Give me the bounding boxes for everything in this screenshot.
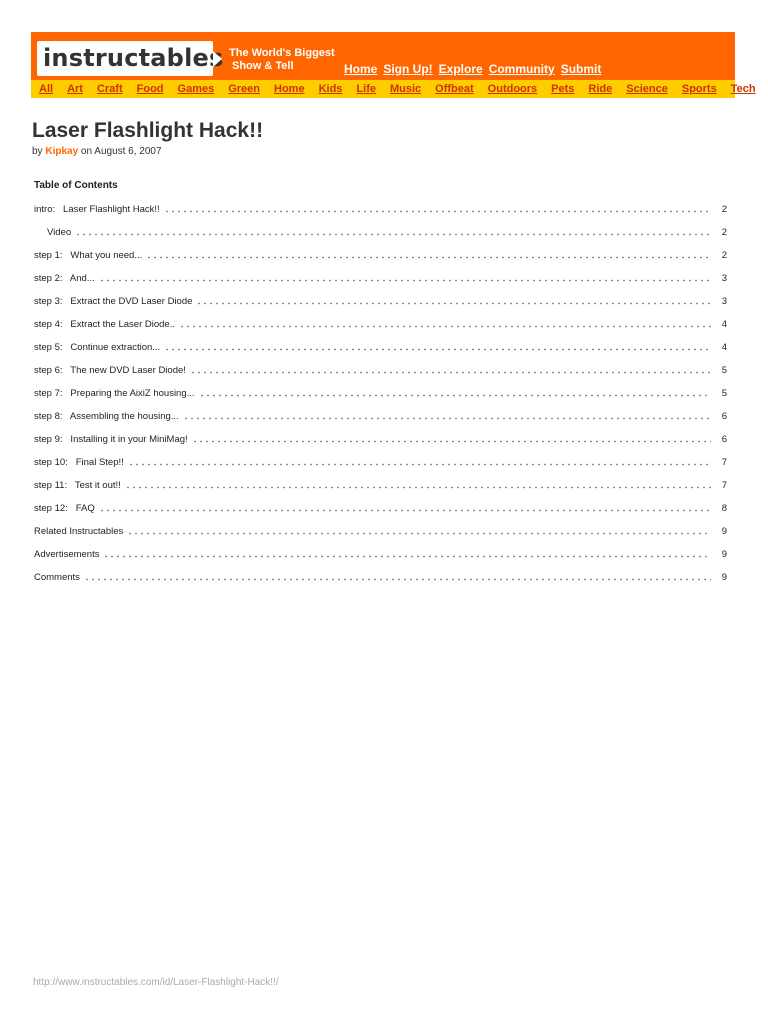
- toc-heading: Table of Contents: [34, 180, 118, 191]
- nav-community[interactable]: Community: [488, 62, 555, 76]
- page-title: Laser Flashlight Hack!!: [32, 119, 264, 142]
- toc-entry[interactable]: [34, 411, 727, 434]
- toc-entry[interactable]: [34, 388, 727, 411]
- toc-entry-page: 5: [721, 388, 727, 399]
- toc-entry[interactable]: [34, 342, 727, 365]
- toc-dot-leader: [99, 504, 711, 513]
- toc-entry-label: step 10: Final Step!!: [34, 457, 128, 469]
- toc-entry[interactable]: [34, 457, 727, 480]
- toc-entry[interactable]: [34, 365, 727, 388]
- toc-entry-label: step 4: Extract the Laser Diode..: [34, 319, 179, 331]
- toc-dot-leader: [75, 228, 711, 237]
- logo[interactable]: [37, 41, 224, 76]
- category-outdoors[interactable]: Outdoors: [487, 83, 538, 95]
- toc-entry-label: Comments: [34, 572, 84, 584]
- toc-entry-label: Video: [34, 227, 75, 239]
- toc-entry[interactable]: [34, 273, 727, 296]
- toc-entry-label: Related Instructables: [34, 526, 127, 538]
- toc-dot-leader: [199, 389, 711, 398]
- logo-text: instructables: [43, 44, 224, 72]
- category-games[interactable]: Games: [177, 83, 215, 95]
- category-pets[interactable]: Pets: [551, 83, 575, 95]
- toc-entry-page: 4: [721, 342, 727, 353]
- toc-entry-page: 2: [721, 204, 727, 215]
- toc-entry[interactable]: [34, 319, 727, 342]
- category-science[interactable]: Science: [626, 83, 668, 95]
- toc-entry-page: 8: [721, 503, 727, 514]
- category-ride[interactable]: Ride: [588, 83, 613, 95]
- byline: [32, 146, 162, 157]
- toc-entry-page: 7: [721, 480, 727, 491]
- toc-entry-label: step 11: Test it out!!: [34, 480, 125, 492]
- category-art[interactable]: Art: [67, 83, 83, 95]
- category-life[interactable]: Life: [356, 83, 376, 95]
- byline-by: by: [32, 146, 43, 157]
- toc-entry[interactable]: [34, 227, 727, 250]
- toc-entry-page: 9: [721, 572, 727, 583]
- byline-date: on August 6, 2007: [80, 146, 162, 157]
- category-bar: [31, 80, 756, 98]
- toc-dot-leader: [164, 205, 711, 214]
- toc-entry-page: 6: [721, 434, 727, 445]
- toc-entry-page: 2: [721, 227, 727, 238]
- toc-dot-leader: [103, 550, 711, 559]
- toc-entry-page: 3: [721, 273, 727, 284]
- toc-dot-leader: [128, 458, 711, 467]
- category-sports[interactable]: Sports: [681, 83, 717, 95]
- nav-submit[interactable]: Submit: [560, 62, 602, 76]
- site-header: [31, 32, 756, 98]
- nav-sign-up[interactable]: Sign Up!: [383, 62, 433, 76]
- category-craft[interactable]: Craft: [96, 83, 123, 95]
- tagline: [229, 47, 339, 73]
- author-link[interactable]: Kipkay: [45, 146, 79, 157]
- toc-entry[interactable]: [34, 296, 727, 319]
- category-offbeat[interactable]: Offbeat: [435, 83, 474, 95]
- toc-dot-leader: [146, 251, 711, 260]
- category-music[interactable]: Music: [389, 83, 422, 95]
- toc-dot-leader: [183, 412, 711, 421]
- toc-entry[interactable]: [34, 204, 727, 227]
- toc-entry-label: intro: Laser Flashlight Hack!!: [34, 204, 164, 216]
- top-nav: [344, 62, 601, 76]
- toc-entry-label: step 1: What you need...: [34, 250, 146, 262]
- toc-dot-leader: [99, 274, 711, 283]
- toc-entry[interactable]: [34, 549, 727, 572]
- toc-dot-leader: [196, 297, 711, 306]
- toc-dot-leader: [164, 343, 711, 352]
- toc-dot-leader: [127, 527, 711, 536]
- toc-entry[interactable]: [34, 526, 727, 549]
- toc-entry[interactable]: [34, 503, 727, 526]
- toc-entry-label: step 6: The new DVD Laser Diode!: [34, 365, 190, 377]
- nav-home[interactable]: Home: [344, 62, 378, 76]
- category-food[interactable]: Food: [136, 83, 164, 95]
- toc-entry-label: step 9: Installing it in your MiniMag!: [34, 434, 192, 446]
- toc-entry-page: 5: [721, 365, 727, 376]
- toc-dot-leader: [125, 481, 711, 490]
- category-home[interactable]: Home: [274, 83, 305, 95]
- toc-entry-page: 3: [721, 296, 727, 307]
- toc-entry-label: step 3: Extract the DVD Laser Diode: [34, 296, 196, 308]
- toc-dot-leader: [84, 573, 711, 582]
- nav-explore[interactable]: Explore: [438, 62, 483, 76]
- toc-dot-leader: [179, 320, 711, 329]
- toc-entry[interactable]: [34, 250, 727, 273]
- toc-entry[interactable]: [34, 480, 727, 503]
- tagline-line-1: The World's Biggest: [229, 47, 335, 59]
- tagline-line-2: Show & Tell: [232, 60, 294, 72]
- toc-entry-page: 2: [721, 250, 727, 261]
- category-all[interactable]: All: [39, 83, 54, 95]
- toc-entry-label: step 2: And...: [34, 273, 99, 285]
- toc-dot-leader: [192, 435, 711, 444]
- toc-entry[interactable]: [34, 572, 727, 595]
- footer-url: http://www.instructables.com/id/Laser-Flashlight-Hack!!/: [33, 977, 279, 988]
- toc-entry-page: 6: [721, 411, 727, 422]
- table-of-contents: [34, 204, 727, 595]
- toc-entry-page: 9: [721, 549, 727, 560]
- toc-entry-page: 7: [721, 457, 727, 468]
- toc-entry-page: 4: [721, 319, 727, 330]
- toc-dot-leader: [190, 366, 711, 375]
- category-green[interactable]: Green: [228, 83, 261, 95]
- toc-entry-label: step 8: Assembling the housing...: [34, 411, 183, 423]
- toc-entry-label: step 5: Continue extraction...: [34, 342, 164, 354]
- logo-arrow-icon: [213, 51, 222, 67]
- toc-entry-page: 9: [721, 526, 727, 537]
- toc-entry[interactable]: [34, 434, 727, 457]
- category-tech[interactable]: Tech: [730, 83, 756, 95]
- category-kids[interactable]: Kids: [318, 83, 343, 95]
- toc-entry-label: Advertisements: [34, 549, 103, 561]
- toc-entry-label: step 12: FAQ: [34, 503, 99, 515]
- toc-entry-label: step 7: Preparing the AixiZ housing...: [34, 388, 199, 400]
